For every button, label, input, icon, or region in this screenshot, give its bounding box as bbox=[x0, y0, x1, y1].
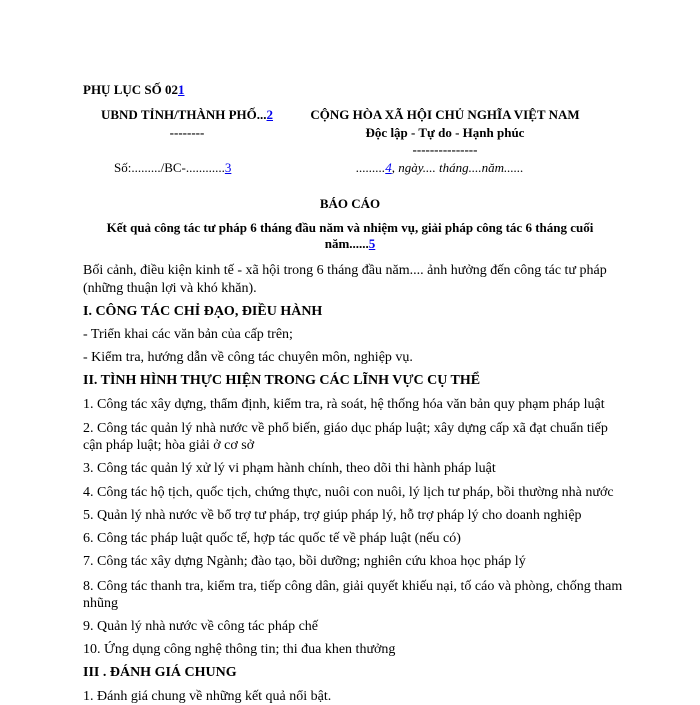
appendix-label: PHỤ LỤC SỐ 021 bbox=[83, 82, 185, 97]
list-item: 7. Công tác xây dựng Ngành; đào tạo, bồi dưỡng; nghiên cứu khoa học pháp lý bbox=[83, 554, 526, 569]
list-item: 4. Công tác hộ tịch, quốc tịch, chứng thực, nuôi con nuôi, lý lịch tư pháp, bồi thường nhà nước bbox=[83, 485, 614, 500]
agency-dashes: -------- bbox=[169, 125, 205, 140]
republic-name: CỘNG HÒA XÃ HỘI CHỦ NGHĨA VIỆT NAM bbox=[310, 107, 580, 122]
list-item: 2. Công tác quản lý nhà nước về phổ biến, giáo dục pháp luật; xây dựng cấp xã đạt chuẩn tiếp cận pháp luật; hòa giải ở cơ sở bbox=[83, 421, 608, 453]
list-item: 8. Công tác thanh tra, kiểm tra, tiếp công dân, giải quyết khiếu nại, tố cáo và phòng, chống tham nhũng bbox=[83, 579, 623, 611]
intro-paragraph: Bối cảnh, điều kiện kinh tế - xã hội trong 6 tháng đầu năm.... ảnh hưởng đến công tác tư pháp (những thuận lợi và khó khăn). bbox=[83, 263, 607, 296]
footnote-link-2[interactable]: 2 bbox=[266, 107, 274, 122]
list-item: 5. Quản lý nhà nước về bổ trợ tư pháp, trợ giúp pháp lý, hỗ trợ pháp lý cho doanh nghiệp bbox=[83, 508, 582, 523]
section-1-heading: I. CÔNG TÁC CHỈ ĐẠO, ĐIỀU HÀNH bbox=[83, 304, 323, 319]
document-date: .........4, ngày.... tháng....năm...... bbox=[356, 160, 524, 175]
list-item: 9. Quản lý nhà nước về công tác pháp chế bbox=[83, 619, 319, 634]
motto-dashes: --------------- bbox=[412, 142, 478, 157]
report-subtitle: Kết quả công tác tư pháp 6 tháng đầu năm và nhiệm vụ, giải pháp công tác 6 tháng cuối năm......5 bbox=[106, 220, 594, 251]
footnote-link-5[interactable]: 5 bbox=[368, 236, 376, 251]
list-item: 1. Đánh giá chung về những kết quả nổi bật. bbox=[83, 689, 332, 704]
list-item: 10. Ứng dụng công nghệ thông tin; thi đua khen thưởng bbox=[83, 642, 396, 657]
agency-name: UBND TỈNH/THÀNH PHỐ...2 bbox=[100, 107, 274, 122]
section-2-heading: II. TÌNH HÌNH THỰC HIỆN TRONG CÁC LĨNH VỰC CỤ THỂ bbox=[83, 373, 481, 388]
list-item: 6. Công tác pháp luật quốc tế, hợp tác quốc tế về pháp luật (nếu có) bbox=[83, 531, 461, 546]
section-3-heading: III . ĐÁNH GIÁ CHUNG bbox=[83, 665, 237, 680]
footnote-link-3[interactable]: 3 bbox=[224, 160, 232, 175]
list-item: - Triển khai các văn bản của cấp trên; bbox=[83, 327, 293, 342]
list-item: 3. Công tác quản lý xử lý vi phạm hành chính, theo dõi thi hành pháp luật bbox=[83, 461, 496, 476]
list-item: 1. Công tác xây dựng, thẩm định, kiểm tra, rà soát, hệ thống hóa văn bản quy phạm pháp luật bbox=[83, 397, 605, 412]
document-number: Số:........./BC-............3 bbox=[114, 160, 232, 175]
report-title: BÁO CÁO bbox=[319, 196, 381, 211]
footnote-link-1[interactable]: 1 bbox=[177, 82, 185, 97]
footnote-link-4[interactable]: 4 bbox=[385, 160, 392, 175]
list-item: - Kiểm tra, hướng dẫn về công tác chuyên môn, nghiệp vụ. bbox=[83, 350, 413, 365]
agency-block bbox=[87, 107, 287, 141]
national-header bbox=[300, 107, 590, 158]
motto: Độc lập - Tự do - Hạnh phúc bbox=[365, 125, 525, 140]
